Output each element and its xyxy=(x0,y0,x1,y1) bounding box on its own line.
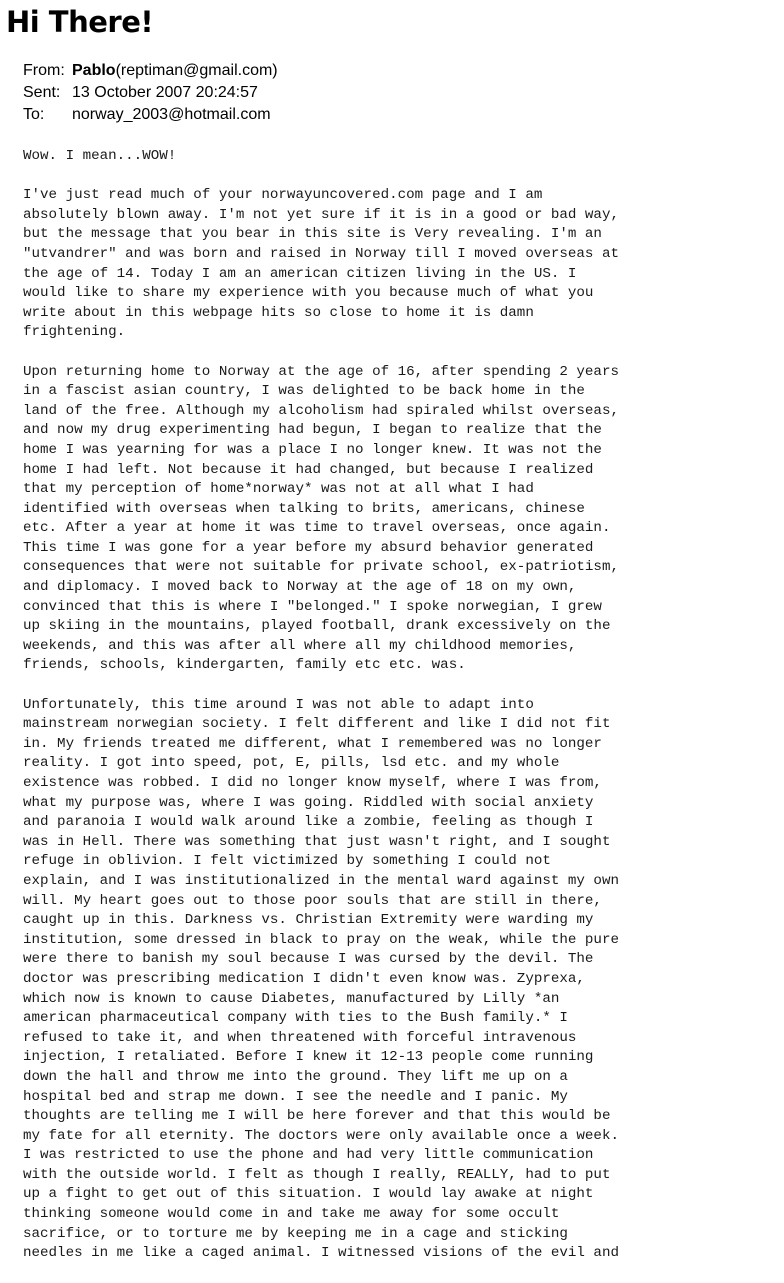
sender-email: (reptiman@gmail.com) xyxy=(115,62,278,79)
body-paragraph-institution: Unfortunately, this time around I was not able to adapt into mainstream norwegian society. I felt different and like I did not fit in. My friends treated me different, what I remembered was no longer reality. I got into speed, pot, E, pills, lsd etc. and my whole existence was robbed. I did no longer know myself, where I was from, what my purpose was, where I was going. Riddled with social anxiety and paranoia I would walk around like a zombie, feeling as though I was in Hell. There was something that just wasn't right, and I sought refuge in oblivion. I felt victimized by something I could not explain, and I was institutionalized in the mental ward against my own will. My heart goes out to those poor souls that are still in there, caught up in this. Darkness vs. Christian Extremity were warding my institution, some dressed in black to pray on the weak, while the pure were there to banish my soul because I was cursed by the devil. The doctor was prescribing medication I didn't even know was. Zyprexa, which now is known to cause Diabetes, manufactured by Lilly *an american pharmaceutical company with ties to the Bush family.* I refused to take it, and when threatened with forceful intravenous injection, I retaliated. Before I knew it 12-13 people come running down the hall and throw me into the ground. They lift me up on a hospital bed and strap me down. I see the needle and I panic. My thoughts are telling me I will be here forever and that this would be my fate for all eternity. The doctors were only available once a week. I was restricted to use the phone and had very little communication with the outside world. I felt as though I really, REALLY, had to put up a fight to get out of this situation. I would lay awake at night thinking someone would come in and take me away for some occult sacrifice, or to torture me by keeping me in a cage and sticking needles in me like a caged animal. I witnessed visions of the evil and xyxy=(23,696,619,1262)
from-row xyxy=(23,60,278,82)
body-paragraph-greeting: Wow. I mean...WOW! xyxy=(23,148,177,164)
email-header-block xyxy=(23,60,278,126)
email-subject-title: Hi There! xyxy=(6,5,154,39)
recipient-email: norway_2003@hotmail.com xyxy=(72,106,271,123)
sent-row xyxy=(23,82,278,104)
to-row xyxy=(23,104,278,126)
from-label: From: xyxy=(23,62,65,79)
email-body xyxy=(23,147,763,1283)
to-label: To: xyxy=(23,106,45,123)
body-paragraph-return-home: Upon returning home to Norway at the age of 16, after spending 2 years in a fascist asian country, I was delighted to be back home in the land of the free. Although my alcoholism had spiraled whilst overseas, and now my drug experimenting had begun, I began to realize that the home I was yearning for was a place I no longer knew. It was not the home I had left. Not because it had changed, but because I realized that my perception of home*norway* was not at all what I had identified with overseas when talking to brits, americans, chinese etc. After a year at home it was time to travel overseas, once again. This time I was gone for a year before my absurd behavior generated consequences that were not suitable for private school, ex-patriotism, and diplomacy. I moved back to Norway at the age of 18 on my own, convinced that this is where I "belonged." I spoke norwegian, I grew up skiing in the mountains, played football, drank excessively on the weekends, and this was after all where all my childhood memories, friends, schools, kindergarten, family etc etc. was. xyxy=(23,363,619,674)
body-paragraph-intro: I've just read much of your norwayuncovered.com page and I am absolutely blown away. I'm not yet sure if it is in a good or bad way, but the message that you bear in this site is Very revealing. I'm an "utvandrer" and was born and raised in Norway till I moved overseas at the age of 14. Today I am an american citizen living in the US. I would like to share my experience with you because much of what you write about in this webpage hits so close to home it is damn frightening. xyxy=(23,187,619,341)
sender-name: Pablo xyxy=(72,62,116,79)
sent-label: Sent: xyxy=(23,84,61,101)
sent-date: 13 October 2007 20:24:57 xyxy=(72,84,258,101)
